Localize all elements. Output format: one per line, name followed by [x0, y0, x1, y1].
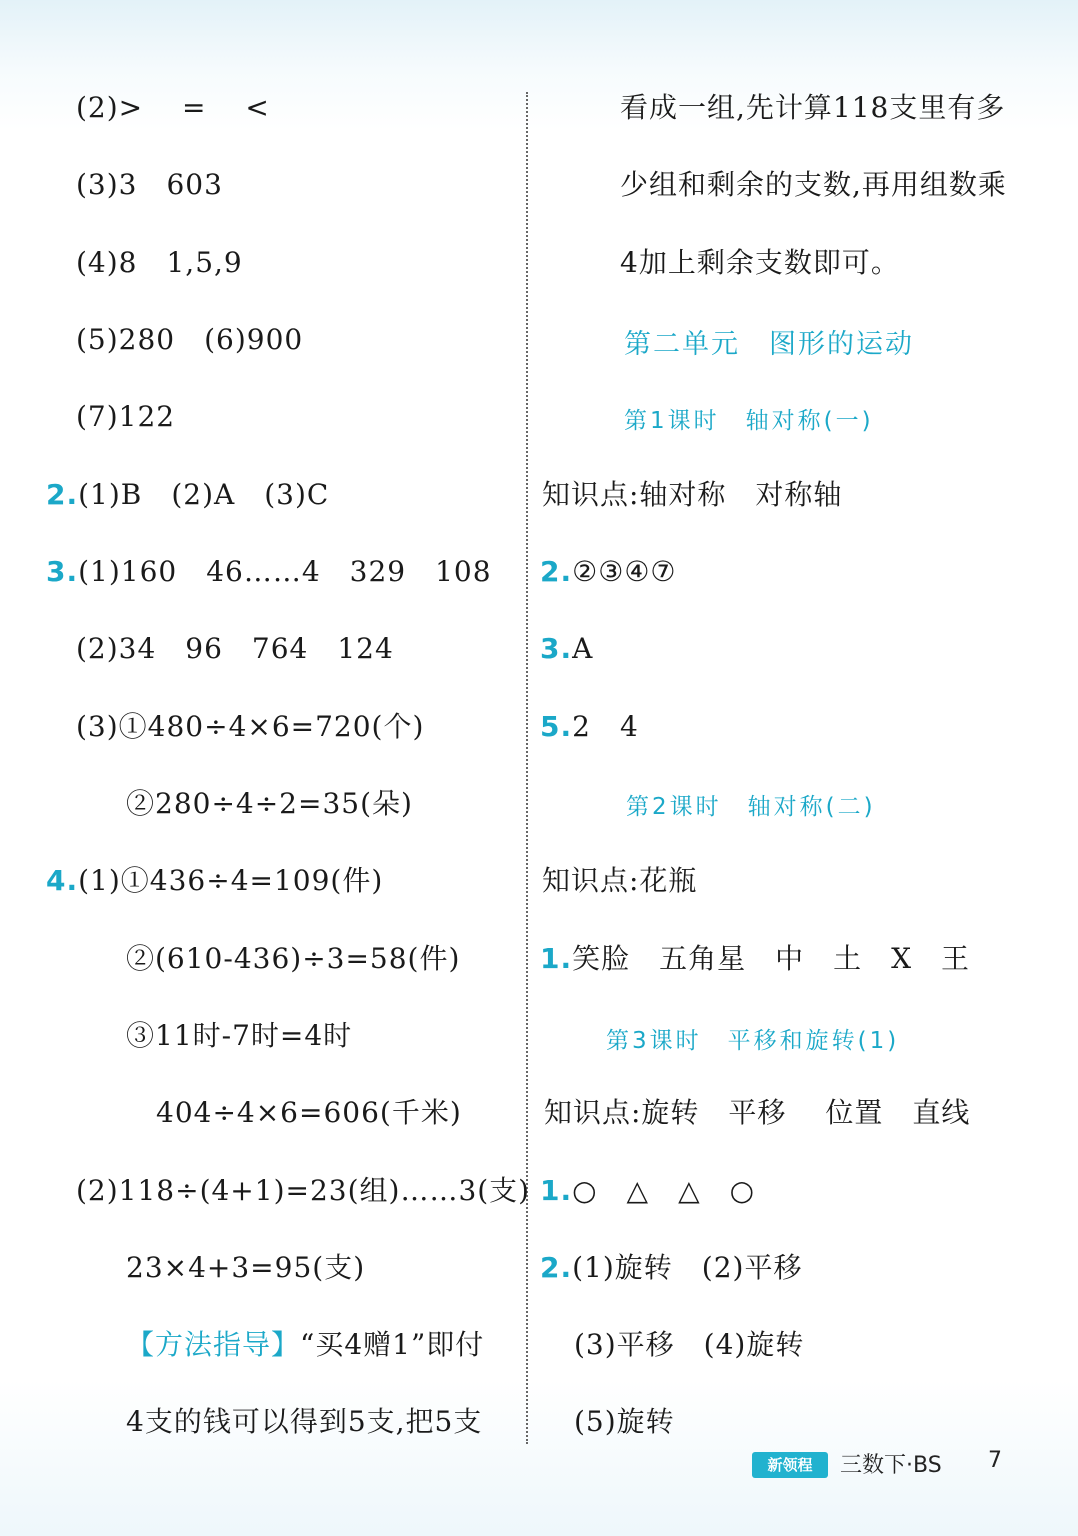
question-3-line-2: (2)34 96 764 124	[76, 632, 394, 665]
column-divider	[526, 92, 528, 1444]
question-3-line-1: (1)160 46……4 329 108	[78, 555, 492, 588]
lesson-3-question-1-answer: ○ △ △ ○	[572, 1174, 756, 1207]
brand-badge: 新领程	[752, 1452, 828, 1478]
method-guide-text-1: “买4赠1”即付	[300, 1328, 485, 1361]
question-3-line-4: ②280÷4÷2=35(朵)	[126, 787, 413, 820]
question-2-answer: (1)B (2)A (3)C	[78, 478, 330, 511]
question-number: 2.	[46, 478, 79, 511]
answer-line-1-2: (2)> = <	[76, 91, 270, 124]
unit-title: 第二单元 图形的运动	[624, 329, 914, 360]
question-2	[46, 475, 329, 515]
lesson-1-title: 第1课时 轴对称(一)	[624, 408, 874, 434]
lesson-1-knowledge: 知识点:轴对称 对称轴	[542, 478, 843, 511]
question-number: 1.	[540, 942, 573, 975]
answer-line-1-7: (7)122	[76, 400, 176, 433]
question-4-line-6: 23×4+3=95(支)	[126, 1251, 366, 1284]
question-number: 1.	[540, 1174, 573, 1207]
book-label: 三数下·BS	[840, 1453, 942, 1478]
method-guide-cont-2: 少组和剩余的支数,再用组数乘	[620, 168, 1007, 201]
method-guide	[126, 1325, 484, 1365]
lesson-2-knowledge: 知识点:花瓶	[542, 864, 698, 897]
question-4-line-5: (2)118÷(4+1)=23(组)……3(支)	[76, 1174, 531, 1207]
lesson-1-question-2	[540, 552, 677, 592]
question-4-line-2: ②(610-436)÷3=58(件)	[126, 942, 461, 975]
question-number: 3.	[540, 632, 573, 665]
lesson-3-knowledge: 知识点:旋转 平移 位置 直线	[544, 1096, 971, 1129]
method-guide-cont-1: 看成一组,先计算118支里有多	[620, 91, 1006, 124]
method-guide-cont-3: 4加上剩余支数即可。	[620, 246, 900, 279]
lesson-1-question-3-answer: A	[572, 632, 594, 665]
lesson-1-question-3	[540, 629, 593, 669]
answer-line-1-5: (5)280 (6)900	[76, 323, 304, 356]
question-number: 2.	[540, 1251, 573, 1284]
question-4-line-4: 404÷4×6=606(千米)	[156, 1096, 462, 1129]
question-number: 2.	[540, 555, 573, 588]
answer-line-1-4: (4)8 1,5,9	[76, 246, 243, 279]
question-number: 4.	[46, 864, 79, 897]
answer-line-1-3: (3)3 603	[76, 168, 223, 201]
lesson-2-question-1	[540, 939, 970, 979]
lesson-1-question-5-answer: 2 4	[572, 710, 639, 743]
question-number: 5.	[540, 710, 573, 743]
lesson-3-question-1	[540, 1171, 755, 1211]
question-3-line-3: (3)①480÷4×6=720(个)	[76, 710, 425, 743]
lesson-3-question-2-line-1: (1)旋转 (2)平移	[572, 1251, 803, 1284]
question-4	[46, 861, 383, 901]
lesson-3-title: 第3课时 平移和旋转(1)	[606, 1028, 900, 1054]
question-3	[46, 552, 492, 592]
method-guide-label: 【方法指导】	[126, 1328, 301, 1361]
lesson-1-question-5	[540, 707, 639, 747]
lesson-3-question-2-line-3: (5)旋转	[574, 1405, 675, 1438]
lesson-3-question-2-line-2: (3)平移 (4)旋转	[574, 1328, 805, 1361]
question-number: 3.	[46, 555, 79, 588]
lesson-2-question-1-answer: 笑脸 五角星 中 土 X 王	[572, 942, 971, 975]
question-4-line-1: (1)①436÷4=109(件)	[78, 864, 384, 897]
page-number: 7	[988, 1448, 1002, 1473]
lesson-3-question-2	[540, 1248, 802, 1288]
lesson-1-question-2-answer: ②③④⑦	[572, 555, 677, 588]
lesson-2-title: 第2课时 轴对称(二)	[626, 794, 876, 820]
question-4-line-3: ③11时-7时=4时	[126, 1019, 353, 1052]
method-guide-text-2: 4支的钱可以得到5支,把5支	[126, 1405, 483, 1438]
